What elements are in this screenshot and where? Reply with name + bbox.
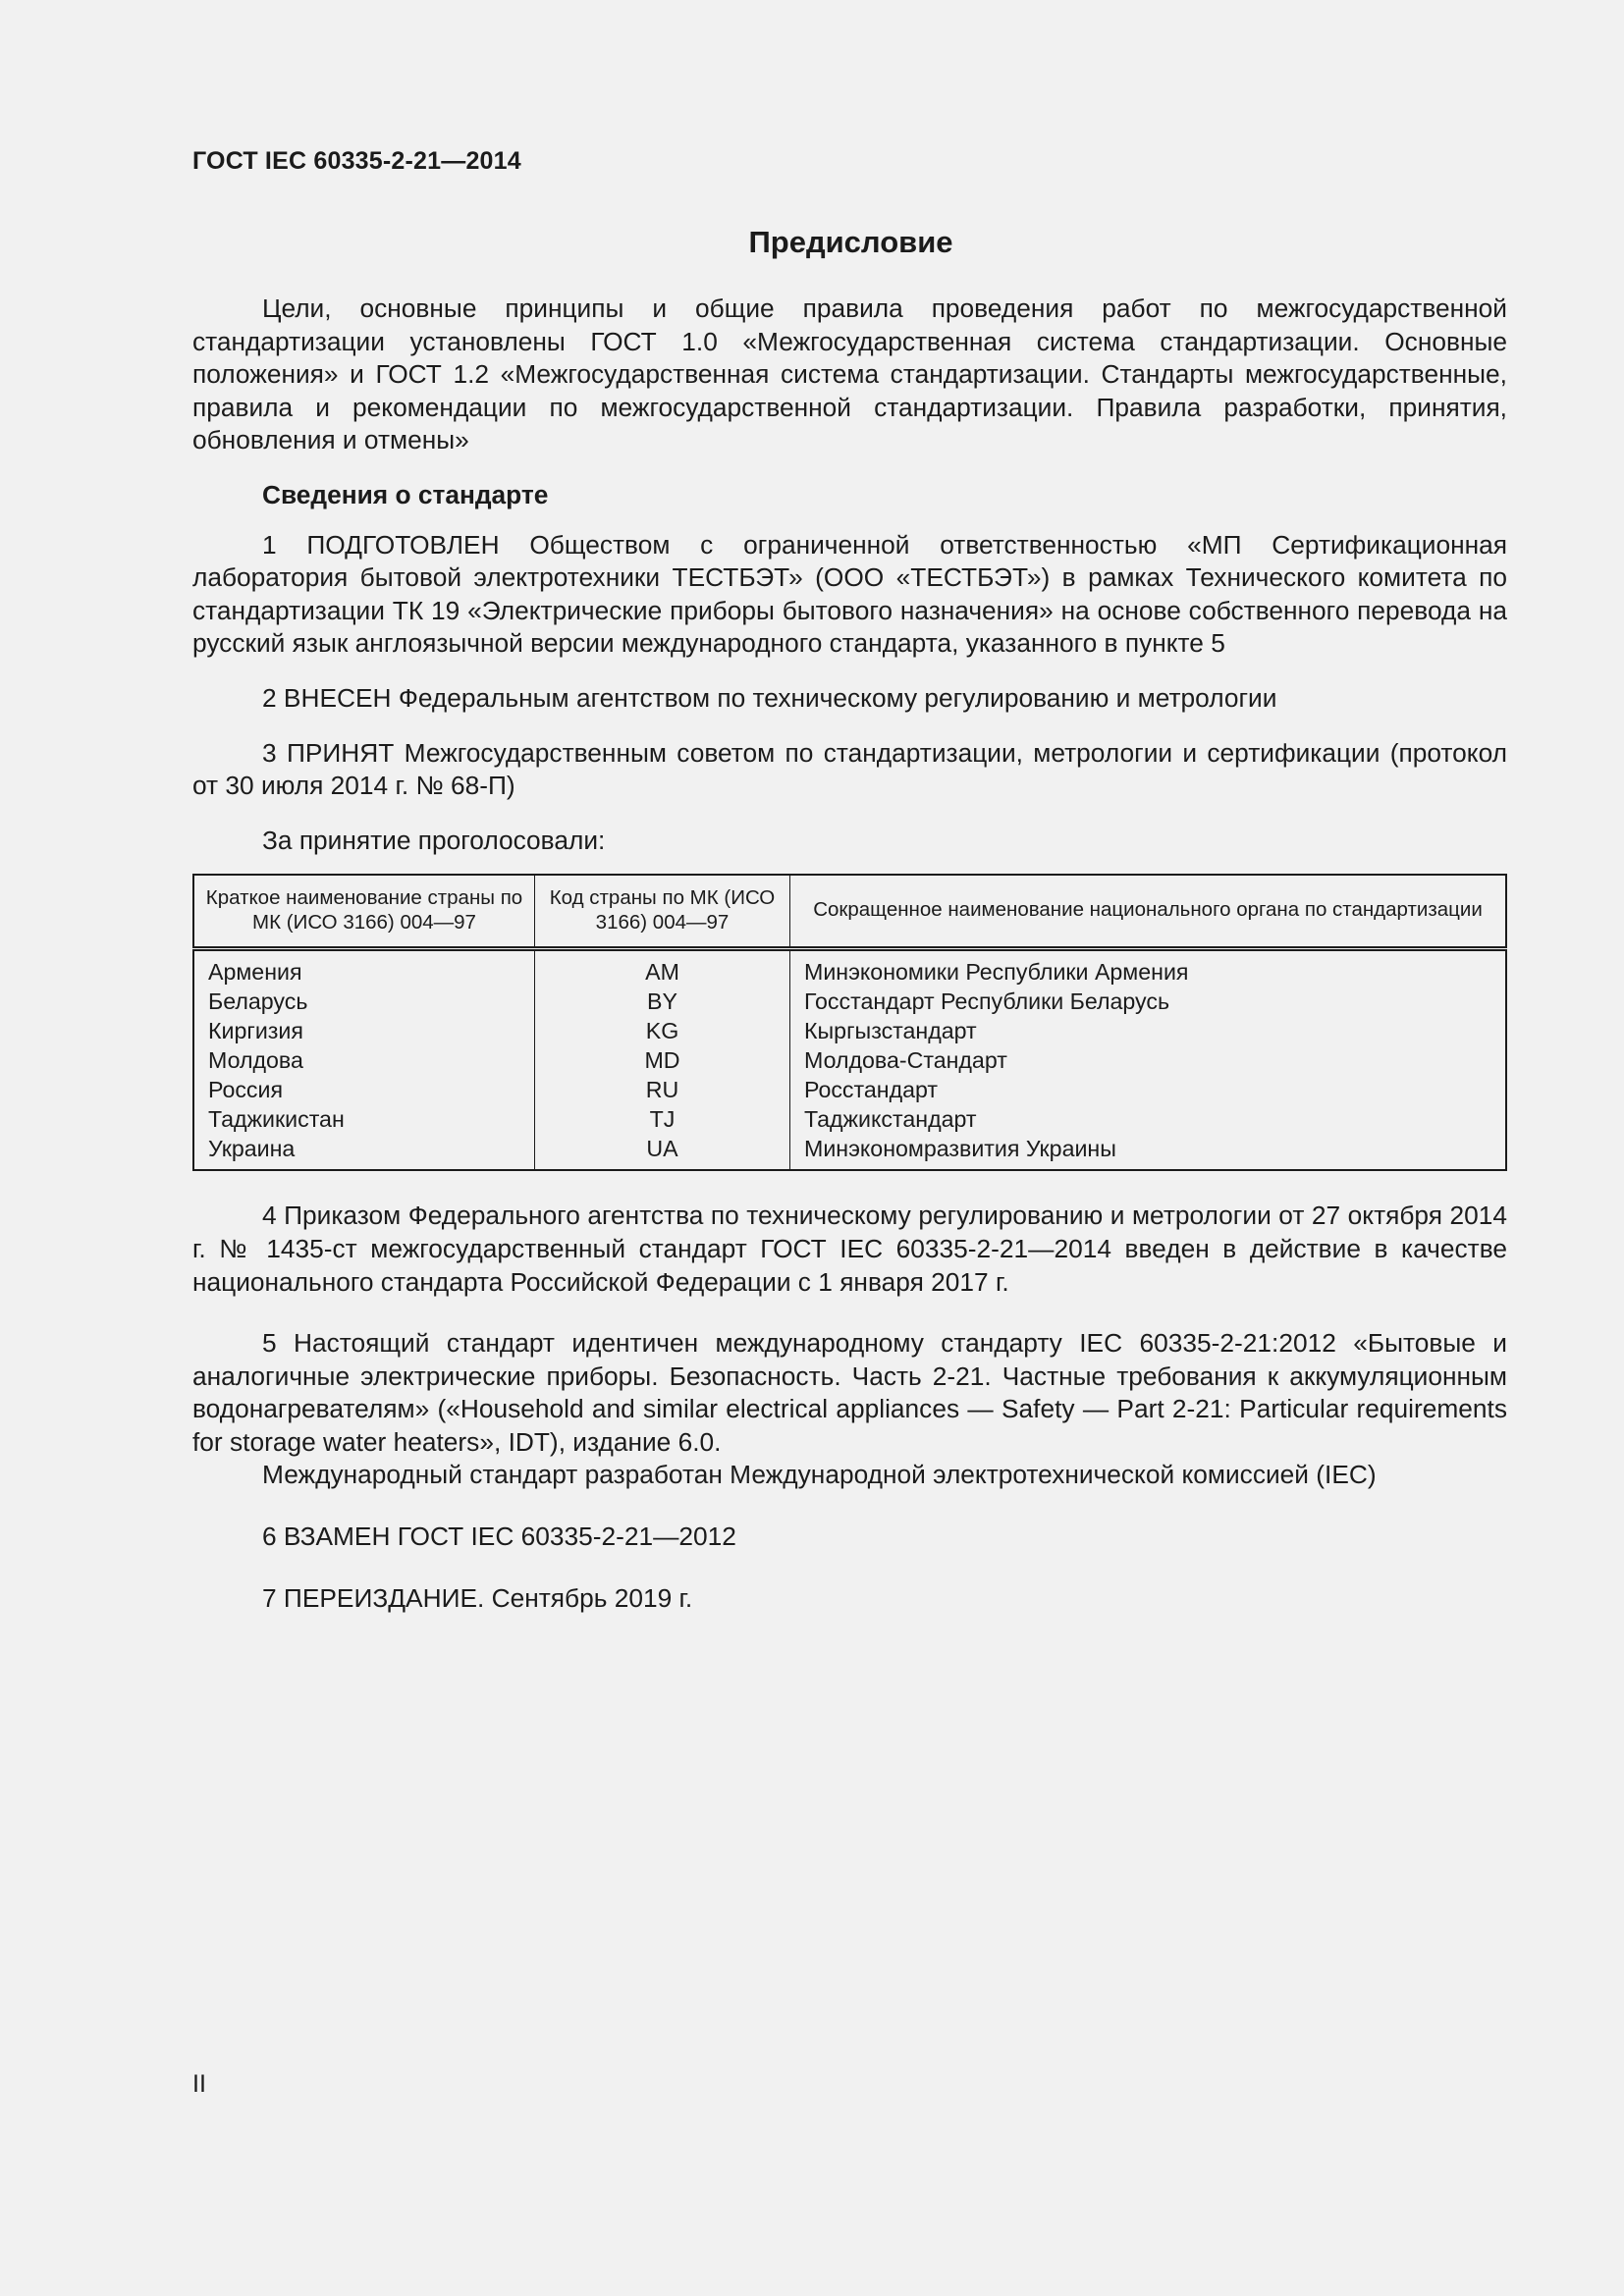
country-name: Таджикистан [208, 1106, 345, 1133]
standards-body: Кыргызстандарт [804, 1018, 977, 1044]
standards-body: Госстандарт Республики Беларусь [804, 988, 1170, 1015]
body-column [790, 949, 1507, 1171]
table-row [193, 949, 1506, 1171]
standards-body: Минэкономразвития Украины [804, 1136, 1116, 1162]
item-2-paragraph: 2 ВНЕСЕН Федеральным агентством по техническому регулированию и метрологии [262, 682, 1277, 713]
country-code: BY [647, 988, 677, 1015]
header-country: Краткое наименование страны по МК (ИСО 3166) 004—97 [193, 875, 535, 949]
votes-table [192, 874, 1507, 1171]
item-5-note: Международный стандарт разработан Международной электротехнической комиссией (IEC) [262, 1460, 1377, 1490]
item-6-paragraph: 6 ВЗАМЕН ГОСТ IEC 60335-2-21—2012 [262, 1522, 736, 1552]
country-name: Беларусь [208, 988, 308, 1015]
subheading: Сведения о стандарте [262, 479, 549, 509]
item-5-paragraph: 5 Настоящий стандарт идентичен международному стандарту IEC 60335-2-21:2012 «Бытовые и аналогичные электрические приборы. Безопасность. Часть 2-21. Частные требования к аккумуляционным водонагревателям» («Household and similar electrical appliances — Safety — Part 2-21: Particular requirements for storage water heaters», IDT), издание 6.0. [192, 1328, 1507, 1457]
table-header-row [193, 875, 1506, 949]
item-4-paragraph: 4 Приказом Федерального агентства по техническому регулированию и метрологии от 27 октября 2014 г. № 1435-ст межгосударственный стандарт ГОСТ IEC 60335-2-21—2014 введен в действие в качестве национального стандарта Российской Федерации с 1 января 2017 г. [192, 1201, 1507, 1297]
votes-intro: За принятие проголосовали: [262, 825, 606, 855]
header-code: Код страны по МК (ИСО 3166) 004—97 [535, 875, 790, 949]
country-name: Киргизия [208, 1018, 303, 1044]
header-body: Сокращенное наименование национального органа по стандартизации [790, 875, 1507, 949]
document-body [192, 293, 1507, 1615]
country-name: Молдова [208, 1047, 303, 1074]
country-code: RU [645, 1077, 679, 1103]
country-column [193, 949, 535, 1171]
document-header: ГОСТ IEC 60335-2-21—2014 [192, 147, 521, 175]
standards-body: Росстандарт [804, 1077, 939, 1103]
country-name: Россия [208, 1077, 284, 1103]
intro-paragraph: Цели, основные принципы и общие правила проведения работ по межгосударственной стандартизации установлены ГОСТ 1.0 «Межгосударственная система стандартизации. Основные положения» и ГОСТ 1.2 «Межгосударственная система стандартизации. Стандарты межгосударственные, правила и рекомендации по межгосударственной стандартизации. Правила разработки, принятия, обновления и отмены» [192, 294, 1507, 455]
country-code: TJ [649, 1106, 676, 1133]
standards-body: Минэкономики Республики Армения [804, 959, 1189, 986]
item-3-paragraph: 3 ПРИНЯТ Межгосударственным советом по стандартизации, метрологии и сертификации (протокол от 30 июля 2014 г. № 68-П) [192, 737, 1507, 801]
country-code: AM [645, 959, 679, 986]
code-column [535, 949, 790, 1171]
country-code: UA [646, 1136, 678, 1162]
item-1-paragraph: 1 ПОДГОТОВЛЕН Обществом с ограниченной ответственностью «МП Сертификационная лаборатория бытовой электротехники ТЕСТБЭТ» (ООО «ТЕСТБЭТ») в рамках Технического комитета по стандартизации ТК 19 «Электрические приборы бытового назначения» на основе собственного перевода на русский язык англоязычной версии международного стандарта, указанного в пункте 5 [192, 529, 1507, 659]
standards-body: Молдова-Стандарт [804, 1047, 1007, 1074]
country-name: Армения [208, 959, 302, 986]
section-title: Предисловие [748, 225, 953, 259]
country-code: KG [645, 1018, 679, 1044]
country-code: MD [644, 1047, 680, 1074]
item-7-paragraph: 7 ПЕРЕИЗДАНИЕ. Сентябрь 2019 г. [262, 1582, 693, 1613]
country-name: Украина [208, 1136, 296, 1162]
standards-body: Таджикстандарт [804, 1106, 977, 1133]
page-number: II [192, 2070, 206, 2098]
